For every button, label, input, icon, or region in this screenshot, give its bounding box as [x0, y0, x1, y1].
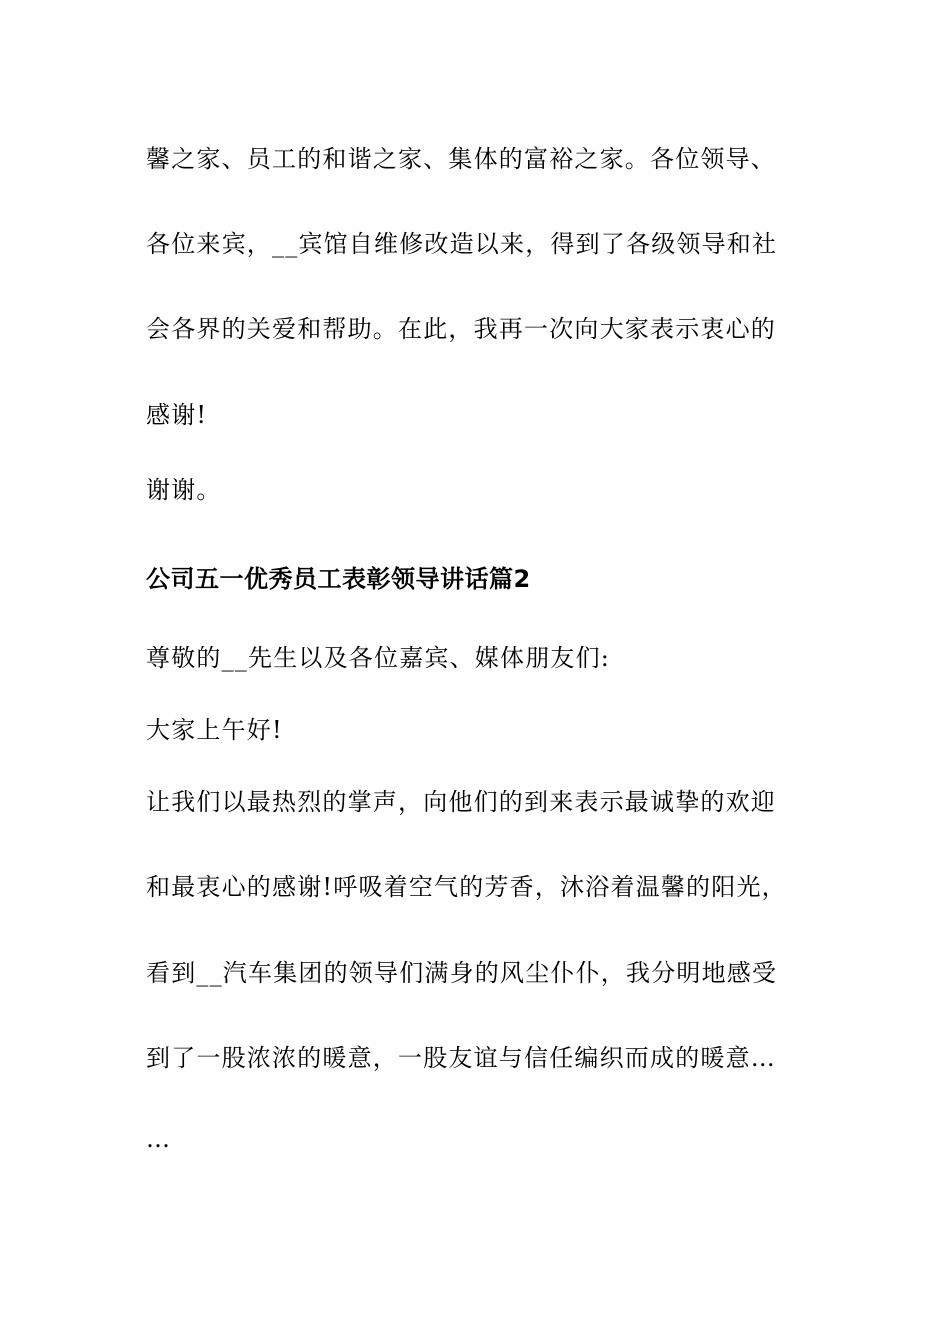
paragraph-line: 和最衷心的感谢!呼吸着空气的芳香，沐浴着温馨的阳光， — [146, 873, 787, 901]
paragraph-line: 让我们以最热烈的掌声，向他们的到来表示最诚挚的欢迎 — [146, 788, 776, 816]
paragraph-line: 各位来宾，__宾馆自维修改造以来，得到了各级领导和社 — [146, 230, 778, 258]
paragraph-line: 大家上午好! — [146, 716, 283, 744]
paragraph-line: 尊敬的__先生以及各位嘉宾、媒体朋友们: — [146, 644, 611, 672]
paragraph-line: 到了一股浓浓的暖意，一股友谊与信任编织而成的暖意… — [146, 1044, 776, 1072]
paragraph-line: 看到__汽车集团的领导们满身的风尘仆仆，我分明地感受 — [146, 959, 778, 987]
section-heading: 公司五一优秀员工表彰领导讲话篇2 — [146, 565, 531, 593]
paragraph-line: 感谢! — [146, 401, 208, 429]
paragraph-line: 馨之家、员工的和谐之家、集体的富裕之家。各位领导、 — [146, 145, 776, 173]
paragraph-line: 会各界的关爱和帮助。在此，我再一次向大家表示衷心的 — [146, 315, 776, 343]
paragraph-line: 谢谢。 — [146, 476, 222, 504]
paragraph-line: … — [146, 1125, 172, 1153]
